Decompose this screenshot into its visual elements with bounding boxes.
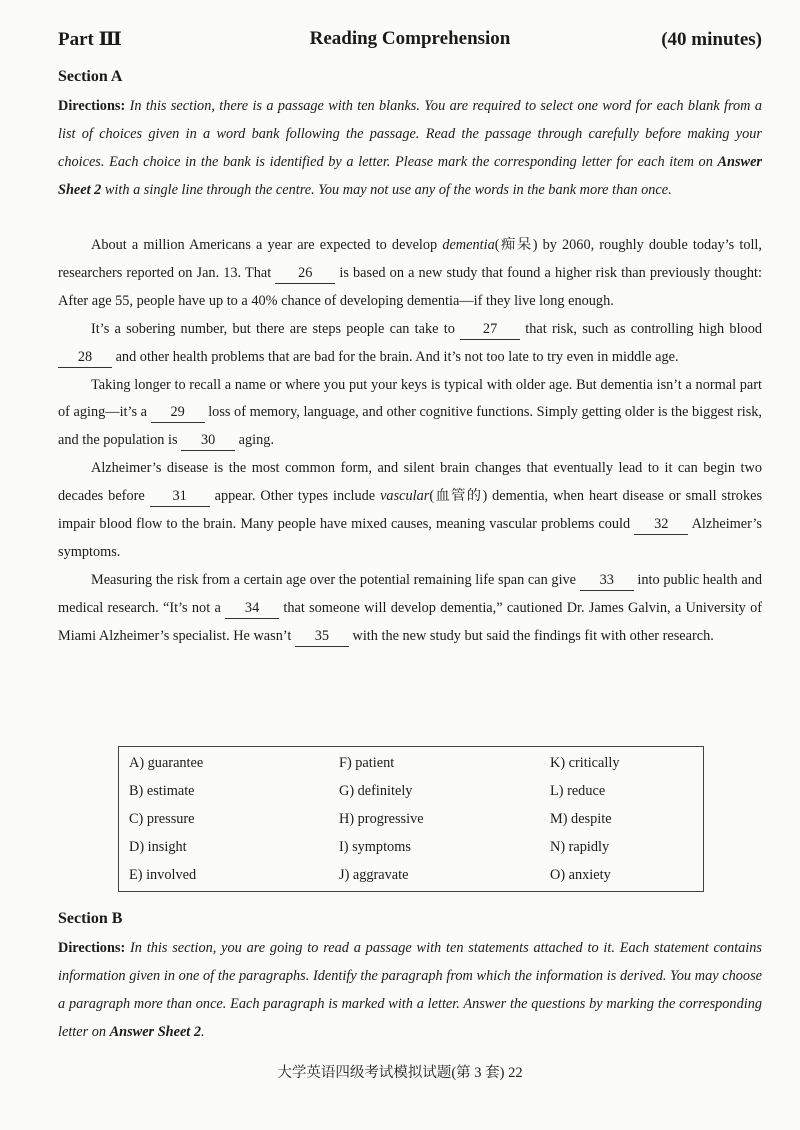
term-vascular: vascular — [380, 488, 430, 505]
paragraph-4 — [58, 455, 762, 567]
section-b-title: Section B — [58, 910, 123, 927]
word-bank-option[interactable]: D) insight — [129, 839, 187, 855]
text: Taking longer to recall a name or where you put your keys is typical with older age. But dementia isn’t a normal part of aging—it’s a — [58, 376, 762, 421]
blank-27[interactable]: 27 — [460, 319, 520, 340]
paragraph-2 — [58, 316, 762, 372]
text: is based on a new study that found a higher risk than previously thought: After age 55, people have up to a 40% chance of developing dementia—if they live long enough. — [58, 264, 762, 309]
directions-text-end: . — [200, 1023, 205, 1040]
directions-lead: Directions: — [58, 98, 126, 114]
word-bank-option[interactable]: N) rapidly — [550, 839, 610, 855]
text: Alzheimer’s disease is the most common form, and silent brain changes that eventually lead to it can begin two decades before — [58, 460, 762, 505]
text: appear. Other types include — [209, 488, 381, 505]
answer-sheet-ref: Answer Sheet 2 — [58, 153, 762, 198]
word-bank-option[interactable]: F) patient — [339, 755, 395, 771]
term-dementia: dementia — [442, 237, 495, 253]
blank-28[interactable]: 28 — [58, 347, 112, 368]
word-bank-option[interactable]: M) despite — [550, 811, 612, 827]
text: Measuring the risk from a certain age over the potential remaining life span can give — [91, 571, 580, 588]
text: aging. — [235, 432, 275, 449]
text: that someone will develop dementia,” cautioned Dr. James Galvin, a University of Miami Alzheimer’s specialist. He wasn’t — [58, 599, 762, 644]
word-bank-option[interactable]: L) reduce — [550, 783, 606, 799]
text: About a million Americans a year are expected to develop — [91, 237, 443, 253]
word-bank-option[interactable]: C) pressure — [129, 811, 195, 827]
word-bank-option[interactable]: G) definitely — [339, 783, 413, 799]
word-bank-option[interactable]: I) symptoms — [339, 839, 411, 855]
section-b-directions — [58, 935, 762, 1047]
directions-text-end: with a single line through the centre. You may not use any of the words in the bank more than once. — [101, 181, 672, 198]
passage — [58, 232, 762, 651]
text: (血管的) dementia, when heart disease or small strokes impair blood flow to the brain. Many people have mixed causes, meaning vascular problems could — [58, 488, 763, 533]
blank-30[interactable]: 30 — [181, 430, 235, 451]
paragraph-5 — [58, 567, 762, 651]
blank-33[interactable]: 33 — [580, 570, 634, 591]
word-bank-option[interactable]: O) anxiety — [550, 867, 611, 883]
page-footer: 大学英语四级考试模拟试题(第 3 套) 22 — [277, 1065, 523, 1081]
time-limit: (40 minutes) — [661, 29, 762, 50]
word-bank — [118, 746, 704, 892]
word-bank-option[interactable]: B) estimate — [129, 783, 195, 799]
text: Alzheimer’s symptoms. — [58, 516, 762, 560]
blank-32[interactable]: 32 — [634, 514, 688, 535]
part-title: Reading Comprehension — [309, 28, 511, 49]
text: and other health problems that are bad for the brain. And it’s not too late to try even in middle age. — [112, 348, 679, 365]
part-label: Part Ⅲ — [58, 29, 122, 50]
blank-35[interactable]: 35 — [295, 626, 349, 647]
text: into public health and medical research. “It’s not a — [58, 571, 762, 616]
section-a-directions — [58, 93, 762, 205]
blank-31[interactable]: 31 — [150, 486, 210, 507]
word-bank-option[interactable]: H) progressive — [339, 811, 424, 827]
word-bank-option[interactable]: J) aggravate — [339, 867, 409, 883]
text: that risk, such as controlling high blood — [520, 320, 762, 337]
word-bank-option[interactable]: A) guarantee — [129, 755, 204, 771]
text: (痴呆) by 2060, roughly double today’s toll, researchers reported on Jan. 13. That — [58, 237, 762, 281]
directions-lead: Directions: — [58, 940, 126, 956]
text: with the new study but said the findings fit with other research. — [348, 627, 714, 644]
section-a-title: Section A — [58, 68, 123, 85]
word-bank-option[interactable]: E) involved — [129, 867, 197, 883]
directions-text: In this section, you are going to read a passage with ten statements attached to it. Each statement contains information given in one of the paragraphs. Identify the paragraph from which the information is derived. You may choose a paragraph more than once. Each paragraph is marked with a letter. Answer the questions by marking the corresponding letter on — [58, 940, 762, 1040]
text: It’s a sobering number, but there are steps people can take to — [91, 320, 461, 337]
paragraph-3 — [58, 372, 762, 456]
blank-34[interactable]: 34 — [225, 598, 279, 619]
directions-text: In this section, there is a passage with ten blanks. You are required to select one word for each blank from a list of choices given in a word bank following the passage. Read the passage through carefully before making your choices. Each choice in the bank is identified by a letter. Please mark the corresponding letter for each item on — [58, 98, 762, 170]
answer-sheet-ref: Answer Sheet 2 — [109, 1023, 201, 1040]
blank-26[interactable]: 26 — [275, 263, 335, 284]
part-header — [58, 28, 762, 54]
paragraph-1 — [58, 232, 762, 316]
word-bank-option[interactable]: K) critically — [550, 755, 620, 771]
blank-29[interactable]: 29 — [151, 402, 205, 423]
text: loss of memory, language, and other cognitive functions. Simply getting older is the biggest risk, and the population is — [58, 404, 762, 449]
